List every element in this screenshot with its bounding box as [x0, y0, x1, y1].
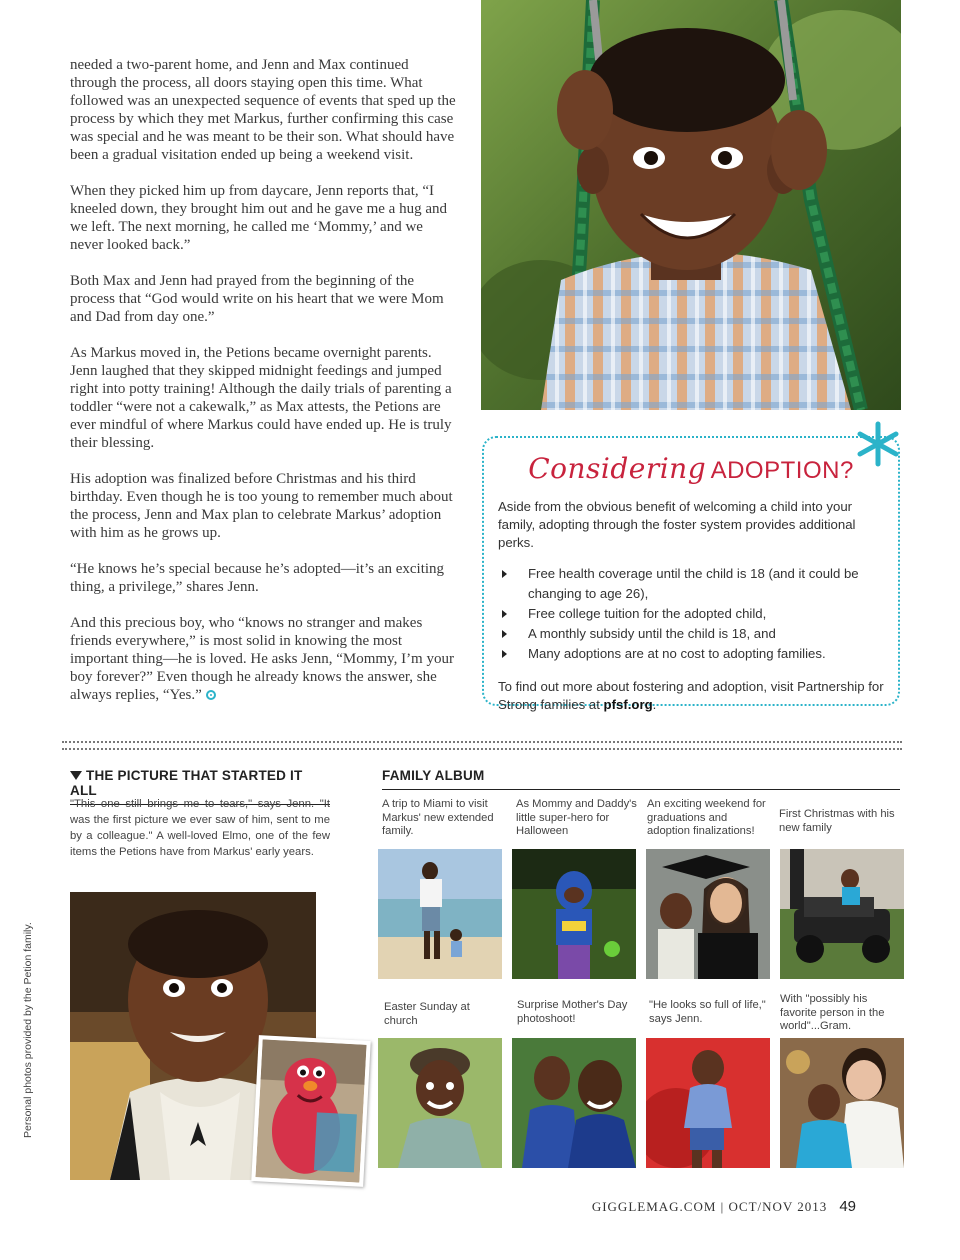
- sidebar-title: [498, 452, 884, 492]
- perk-text: A monthly subsidy until the child is 18, and: [528, 626, 776, 641]
- album-photo-image: [512, 849, 636, 979]
- perk-item: [498, 604, 884, 624]
- album-photo-miami: [378, 849, 502, 979]
- perk-item: [498, 624, 884, 644]
- story-paragraph: As Markus moved in, the Petions became overnight parents. Jenn laughed that they skipped midnight feedings and jumped right into potty training! Although the daily trials of parenting a toddler “were not a cakewalk,” as Max attests, the Petions are ever mindful of where Markus could have ended up. He is truly their blessing.: [70, 345, 452, 451]
- adoption-sidebar: [482, 436, 900, 712]
- bullet-triangle-icon: [502, 570, 507, 578]
- album-photo-image: [512, 1038, 636, 1168]
- album-caption: A trip to Miami to visit Markus' new extended family.: [382, 798, 494, 837]
- sidebar-title-script: Considering: [528, 452, 707, 485]
- album-photo-image: [780, 849, 904, 979]
- album-photo-image: [378, 1038, 502, 1168]
- story-paragraph: Both Max and Jenn had prayed from the beginning of the process that “God would write on his heart that we were Mom and Dad from day one.”: [70, 273, 444, 325]
- album-photo-gram: [780, 1038, 904, 1168]
- album-caption: As Mommy and Daddy's little super-hero for Halloween: [516, 798, 637, 837]
- album-caption: Easter Sunday at church: [384, 1001, 470, 1027]
- album-photo-easter: [378, 1038, 502, 1168]
- bullet-triangle-icon: [502, 650, 507, 658]
- page-number: 49: [839, 1198, 856, 1215]
- elmo-photo: [251, 1035, 370, 1187]
- album-photo-graduation: [646, 849, 770, 979]
- sidebar-outro: [498, 678, 884, 714]
- story-paragraph: “He knows he’s special because he’s adopted—it’s an exciting thing, a privilege,” shares Jenn.: [70, 561, 445, 595]
- picture-section-heading-text: THE PICTURE THAT STARTED IT ALL: [70, 768, 303, 798]
- photo-credit: Personal photos provided by the Petion family.: [22, 922, 34, 1138]
- story-paragraph: His adoption was finalized before Christmas and his third birthday. Even though he is too young to remember much about the process, Jenn and Max plan to celebrate Markus’ adoption with him as he grows up.: [70, 471, 453, 541]
- album-caption: An exciting weekend for graduations and adoption finalizations!: [647, 798, 766, 837]
- album-photo-image: [646, 1038, 770, 1168]
- perk-text: Many adoptions are at no cost to adopting families.: [528, 646, 826, 661]
- album-caption: "He looks so full of life," says Jenn.: [649, 999, 766, 1025]
- family-album-heading: FAMILY ALBUM: [382, 768, 900, 790]
- story-last-paragraph: [70, 614, 458, 704]
- sidebar-outro-end: .: [652, 697, 657, 712]
- pfsf-link[interactable]: pfsf.org: [603, 697, 653, 712]
- album-photo-halloween: [512, 849, 636, 979]
- album-photo-christmas: [780, 849, 904, 979]
- album-caption: Surprise Mother's Day photoshoot!: [517, 999, 628, 1025]
- album-photo-image: [378, 849, 502, 979]
- album-caption: First Christmas with his new family: [779, 808, 895, 834]
- story-paragraph: When they picked him up from daycare, Jenn reports that, “I kneeled down, they brought him out and he gave me a hug and we left. The next morning, he called me ‘Mommy,’ and we never looked back.”: [70, 183, 447, 253]
- story-paragraph: needed a two-parent home, and Jenn and Max continued through the process, all doors staying open this time. What followed was an unexpected sequence of events that sped up the process by which they met Markus, further confirming this case was special and he was meant to be their son. What should have been a gradual visitation ended up being a weekend visit.: [70, 57, 456, 163]
- sidebar-title-caps: ADOPTION?: [710, 457, 854, 484]
- perk-item: [498, 564, 884, 604]
- perk-text: Free health coverage until the child is 18 (and it could be changing to age 26),: [528, 566, 859, 601]
- hero-photo-image: [481, 0, 901, 410]
- story-paragraph-text: And this precious boy, who “knows no stranger and makes friends everywhere,” is most solid in knowing the most important thing—he is loved. He asks Jenn, “Mommy, I’m your boy forever?” Even though he already knows the answer, she always replies, “Yes.”: [70, 615, 454, 703]
- section-divider: [62, 741, 902, 743]
- album-photo-image: [780, 1038, 904, 1168]
- elmo-photo-image: [255, 1039, 366, 1182]
- end-mark-icon: [206, 690, 216, 700]
- section-divider: [62, 748, 902, 750]
- triangle-down-icon: [70, 771, 82, 780]
- album-caption: With "possibly his favorite person in the world"...Gram.: [780, 993, 885, 1032]
- album-photo-image: [646, 849, 770, 979]
- footer-text: GIGGLEMAG.COM | OCT/NOV 2013: [591, 1199, 828, 1214]
- sidebar-intro: Aside from the obvious benefit of welcoming a child into your family, adopting through the foster system provides additional perks.: [498, 499, 856, 550]
- album-photo-mothers-day: [512, 1038, 636, 1168]
- perk-text: Free college tuition for the adopted child,: [528, 606, 767, 621]
- bullet-triangle-icon: [502, 630, 507, 638]
- hero-photo-boy-on-swing: [481, 0, 901, 410]
- sidebar-outro-text: To find out more about fostering and adoption, visit Partnership for Strong families at: [498, 679, 884, 712]
- perks-list: [498, 564, 884, 664]
- page-footer: [592, 1198, 856, 1215]
- album-photo-full-of-life: [646, 1038, 770, 1168]
- perk-item: [498, 644, 884, 664]
- bullet-triangle-icon: [502, 610, 507, 618]
- picture-section-text: "This one still brings me to tears," says Jenn. "It was the first picture we ever saw of him, sent to me by a colleague." A well-loved Elmo, one of the few items the Petions have from Markus' early years.: [70, 798, 330, 858]
- article-body: [70, 56, 458, 722]
